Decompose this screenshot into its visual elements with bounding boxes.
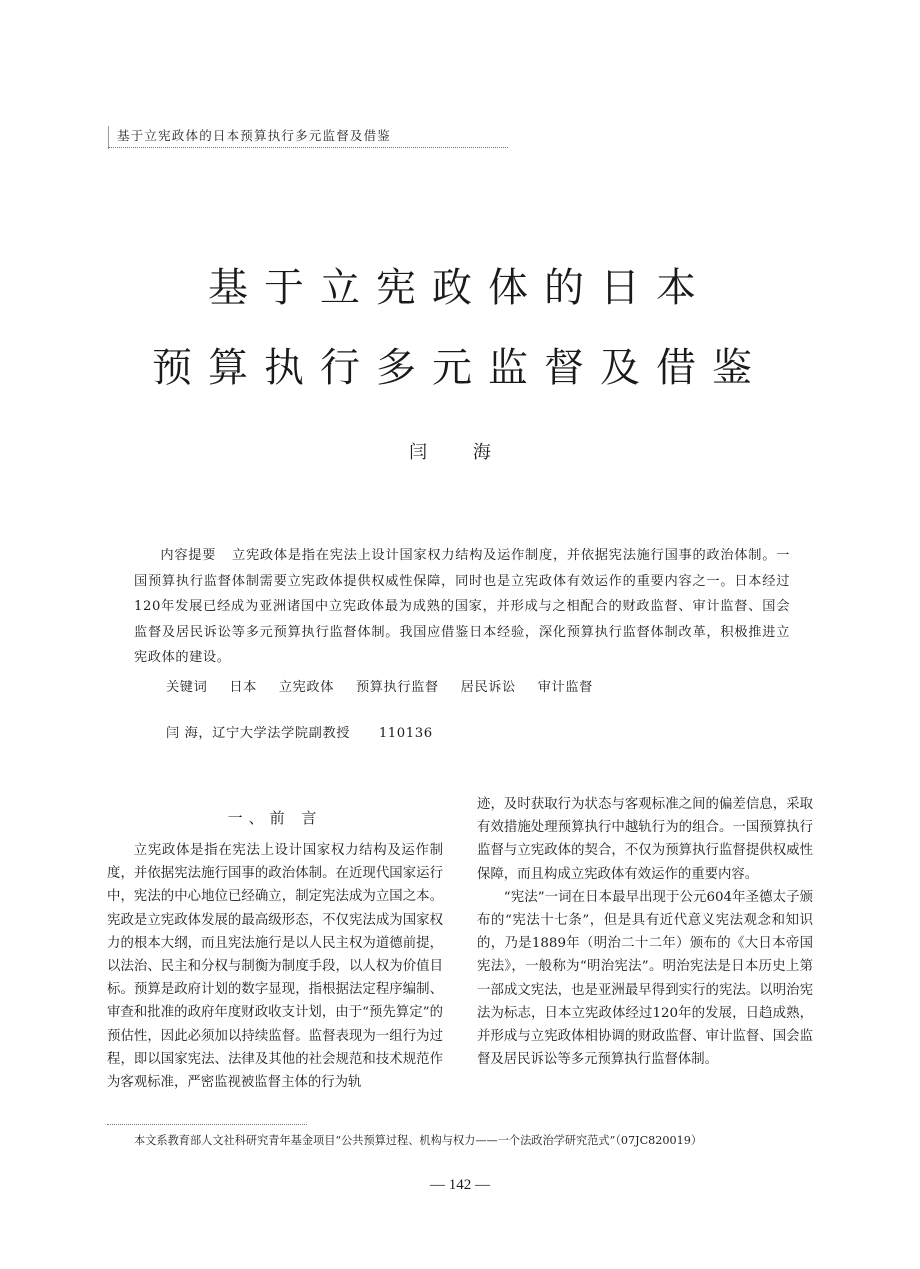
author-affiliation [166,722,786,741]
body-paragraph: “宪法”一词在日本最早出现于公元604年圣德太子颁布的“宪法十七条”，但是具有近代意义宪法观念和知识的，乃是1889年（明治二十二年）颁布的《大日本帝国宪法》，一般称为“明治宪法”。明治宪法是日本历史上第一部成文宪法，也是亚洲最早得到实行的宪法。以明治宪法为标志，日本立宪政体经过120年的发展，日趋成熟，并形成与立宪政体相协调的财政监督、审计监督、国会监督及居民诉讼等多元预算执行监督体制。 [477,889,813,1068]
right-column [477,793,813,1071]
running-head: 基于立宪政体的日本预算执行多元监督及借鉴 [108,126,515,149]
affiliation-postcode: 110136 [378,726,433,741]
keyword-item: 立宪政体 [278,680,335,695]
body-paragraph: 立宪政体是指在宪法上设计国家权力结构及运作制度，并依据宪法施行国事的政治体制。在近现代国家运行中，宪法的中心地位已经确立，制定宪法成为立国之本。宪政是立宪政体发展的最高级形态，不仅宪法成为国家权力的根本大纲，而且宪法施行是以人民主权为道德前提，以法治、民主和分权与制衡为制度手段，以人权为价值目标。预算是政府计划的数字显现，指根据法定程序编制、审查和批准的政府年度财政收支计划，由于“预先算定”的预估性，因此必须加以持续监督。监督表现为一组行为过程，即以国家宪法、法律及其他的社会规范和技术规范作为客观标准，严密监视被监督主体的行为轨 [107,843,443,1091]
running-head-rule [108,147,508,148]
article-title [0,248,920,408]
title-line-2: 预算执行多元监督及借鉴 [152,345,768,391]
keywords [166,676,786,695]
keyword-item: 居民诉讼 [460,680,516,695]
keywords-label: 关键词 [166,680,208,695]
section-heading: 一、前 言 [227,809,323,827]
footnote-rule [107,1124,307,1125]
page-number: — 142 — [430,1177,490,1193]
abstract-text: 立宪政体是指在宪法上设计国家权力结构及运作制度，并依据宪法施行国事的政治体制。一国预算执行监督体制需要立宪政体提供权威性保障，同时也是立宪政体有效运作的重要内容之一。日本经过120年发展已经成为亚洲诸国中立宪政体最为成熟的国家，并形成与之相配合的财政监督、审计监督、国会监督及居民诉讼等多元预算执行监督体制。我国应借鉴日本经验，深化预算执行监督体制改革，积极推进立宪政体的建设。 [134,548,790,666]
footnote: 本文系教育部人文社科研究青年基金项目“公共预算过程、机构与权力——一个法政治学研究范式”（07JC820019） [134,1134,703,1147]
keyword-item: 审计监督 [537,680,593,695]
keyword-item: 日本 [229,680,257,695]
keyword-item: 预算执行监督 [355,680,439,695]
left-column [107,839,443,1094]
abstract-label: 内容提要 [160,548,217,563]
author-name: 闫 海 [409,442,511,463]
affiliation-text: ，辽宁大学法学院副教授 [198,726,351,741]
affiliation-name: 闫 海 [166,726,199,741]
title-line-1: 基于立宪政体的日本 [208,265,712,311]
abstract [134,543,790,671]
body-paragraph-continued: 迹，及时获取行为状态与客观标准之间的偏差信息，采取有效措施处理预算执行中越轨行为的组合。一国预算执行监督与立宪政体的契合，不仅为预算执行监督提供权威性保障，而且构成立宪政体有效运作的重要内容。 [477,797,813,882]
